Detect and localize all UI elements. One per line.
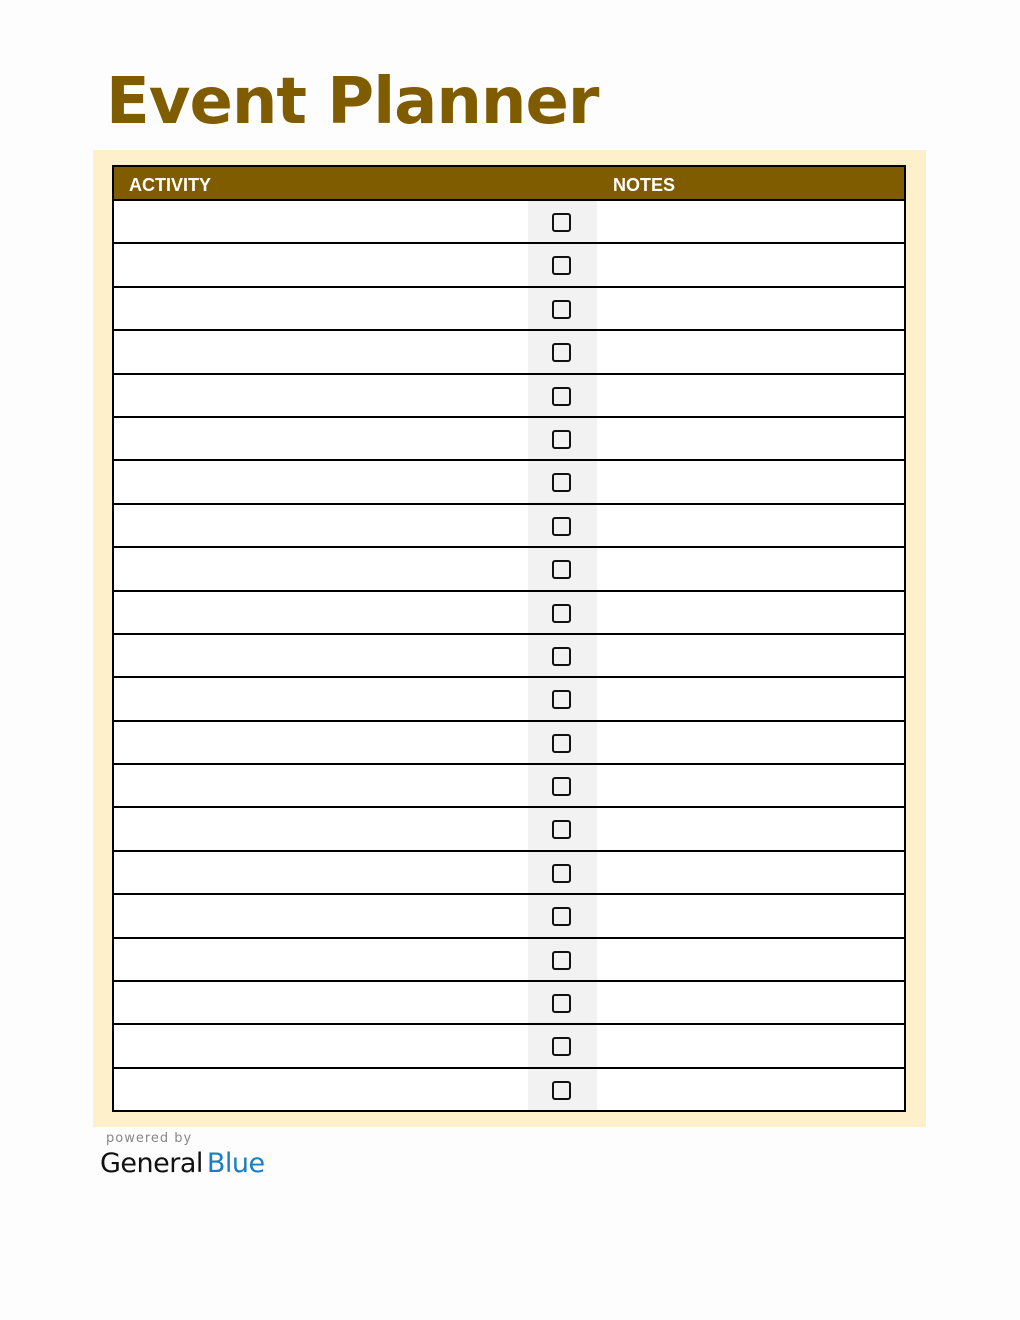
page-title: Event Planner [106, 65, 599, 139]
table-row [114, 201, 904, 244]
checkbox-cell [528, 635, 597, 676]
notes-cell[interactable] [604, 341, 894, 361]
activity-cell[interactable] [122, 732, 522, 752]
header-activity: ACTIVITY [129, 175, 212, 195]
checkbox[interactable] [552, 777, 571, 796]
checkbox-cell [528, 982, 597, 1023]
notes-cell[interactable] [604, 688, 894, 708]
notes-cell[interactable] [604, 732, 894, 752]
activity-cell[interactable] [122, 211, 522, 231]
checkbox[interactable] [552, 734, 571, 753]
checkbox-cell [528, 765, 597, 806]
checkbox-cell [528, 1069, 597, 1110]
table-row [114, 418, 904, 461]
checkbox[interactable] [552, 560, 571, 579]
checkbox[interactable] [552, 604, 571, 623]
brand-logo [100, 1148, 265, 1179]
checkbox[interactable] [552, 951, 571, 970]
activity-cell[interactable] [122, 515, 522, 535]
checkbox-cell [528, 592, 597, 633]
table-row [114, 982, 904, 1025]
checkbox[interactable] [552, 820, 571, 839]
checkbox-cell [528, 244, 597, 285]
table-row [114, 548, 904, 591]
checkbox-cell [528, 722, 597, 763]
checkbox[interactable] [552, 213, 571, 232]
checkbox-cell [528, 852, 597, 893]
checkbox[interactable] [552, 473, 571, 492]
notes-cell[interactable] [604, 385, 894, 405]
table-row [114, 1069, 904, 1110]
checkbox-cell [528, 895, 597, 936]
checkbox[interactable] [552, 864, 571, 883]
activity-cell[interactable] [122, 558, 522, 578]
checkbox[interactable] [552, 1081, 571, 1100]
checkbox-cell [528, 678, 597, 719]
brand-blue: Blue [206, 1148, 265, 1179]
activity-cell[interactable] [122, 775, 522, 795]
notes-cell[interactable] [604, 558, 894, 578]
activity-cell[interactable] [122, 1079, 522, 1099]
activity-cell[interactable] [122, 602, 522, 622]
table-row [114, 1025, 904, 1068]
notes-cell[interactable] [604, 775, 894, 795]
notes-cell[interactable] [604, 602, 894, 622]
notes-cell[interactable] [604, 818, 894, 838]
checkbox[interactable] [552, 994, 571, 1013]
table-row [114, 592, 904, 635]
checkbox[interactable] [552, 300, 571, 319]
table-row [114, 852, 904, 895]
table-header [114, 167, 904, 201]
table-row [114, 765, 904, 808]
powered-by-label: powered by [106, 1131, 193, 1146]
checkbox-cell [528, 201, 597, 242]
notes-cell[interactable] [604, 862, 894, 882]
notes-cell[interactable] [604, 515, 894, 535]
activity-cell[interactable] [122, 298, 522, 318]
activity-cell[interactable] [122, 341, 522, 361]
table-row [114, 331, 904, 374]
activity-cell[interactable] [122, 818, 522, 838]
activity-cell[interactable] [122, 471, 522, 491]
table-row [114, 505, 904, 548]
checkbox-cell [528, 808, 597, 849]
notes-cell[interactable] [604, 471, 894, 491]
checkbox-cell [528, 288, 597, 329]
notes-cell[interactable] [604, 254, 894, 274]
table-row [114, 678, 904, 721]
notes-cell[interactable] [604, 298, 894, 318]
checkbox-cell [528, 548, 597, 589]
table-row [114, 895, 904, 938]
table-row [114, 375, 904, 418]
checkbox[interactable] [552, 343, 571, 362]
notes-cell[interactable] [604, 992, 894, 1012]
activity-cell[interactable] [122, 385, 522, 405]
notes-cell[interactable] [604, 1079, 894, 1099]
checkbox-cell [528, 505, 597, 546]
planner-table [112, 165, 906, 1112]
table-body [114, 201, 904, 1110]
table-row [114, 808, 904, 851]
activity-cell[interactable] [122, 862, 522, 882]
activity-cell[interactable] [122, 992, 522, 1012]
checkbox-cell [528, 939, 597, 980]
checkbox-cell [528, 375, 597, 416]
table-row [114, 461, 904, 504]
notes-cell[interactable] [604, 428, 894, 448]
activity-cell[interactable] [122, 428, 522, 448]
checkbox[interactable] [552, 690, 571, 709]
table-row [114, 635, 904, 678]
activity-cell[interactable] [122, 905, 522, 925]
checkbox-cell [528, 461, 597, 502]
checkbox-cell [528, 331, 597, 372]
checkbox[interactable] [552, 387, 571, 406]
checkbox[interactable] [552, 430, 571, 449]
activity-cell[interactable] [122, 645, 522, 665]
header-notes: NOTES [613, 175, 676, 195]
table-row [114, 244, 904, 287]
checkbox[interactable] [552, 907, 571, 926]
activity-cell[interactable] [122, 688, 522, 708]
activity-cell[interactable] [122, 1035, 522, 1055]
checkbox-cell [528, 1025, 597, 1066]
checkbox[interactable] [552, 647, 571, 666]
checkbox[interactable] [552, 256, 571, 275]
activity-cell[interactable] [122, 254, 522, 274]
notes-cell[interactable] [604, 949, 894, 969]
table-row [114, 722, 904, 765]
notes-cell[interactable] [604, 645, 894, 665]
notes-cell[interactable] [604, 1035, 894, 1055]
table-row [114, 288, 904, 331]
notes-cell[interactable] [604, 905, 894, 925]
table-row [114, 939, 904, 982]
checkbox[interactable] [552, 517, 571, 536]
checkbox[interactable] [552, 1037, 571, 1056]
brand-general: General [100, 1148, 203, 1179]
activity-cell[interactable] [122, 949, 522, 969]
checkbox-cell [528, 418, 597, 459]
notes-cell[interactable] [604, 211, 894, 231]
